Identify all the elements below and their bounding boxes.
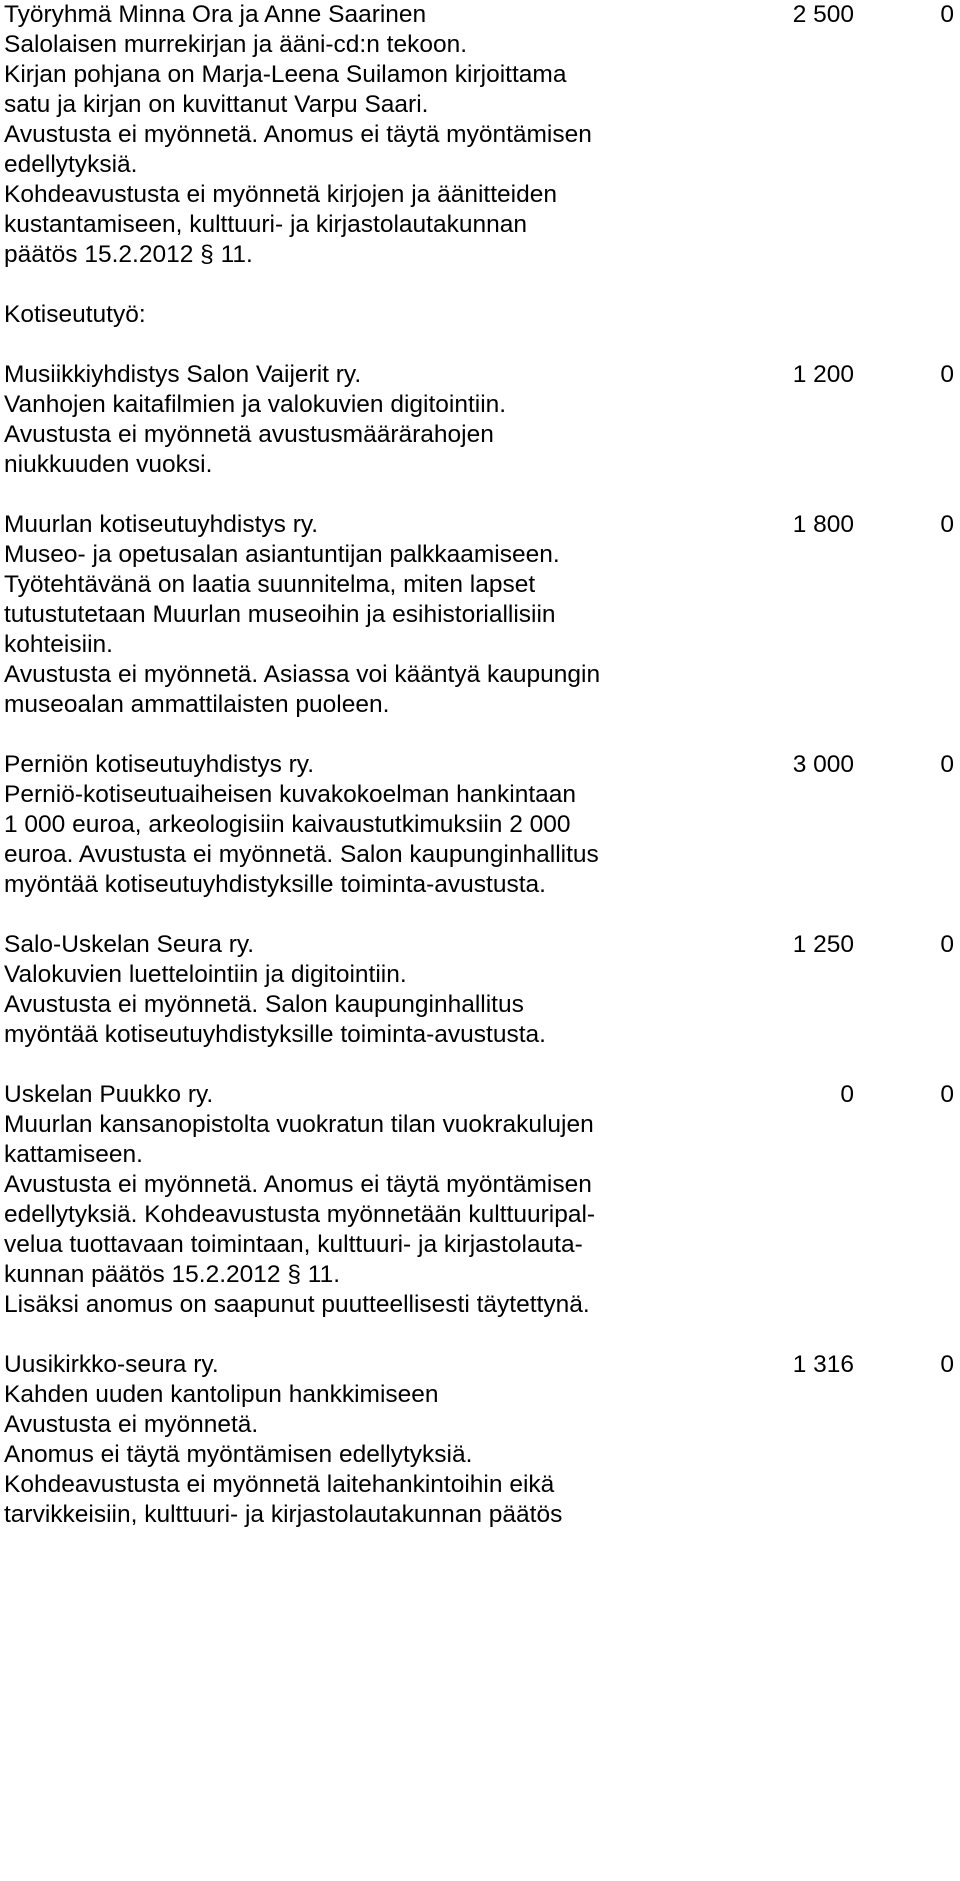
granted-amount: 0 — [940, 511, 954, 538]
entry-text-line: päätös 15.2.2012 § 11. — [4, 241, 253, 268]
applied-amount: 1 250 — [792, 931, 854, 958]
spacer — [4, 1320, 954, 1350]
entry-text-line: tarvikkeisiin, kulttuuri- ja kirjastolautakunnan päätös — [4, 1501, 563, 1528]
entry-text-line: edellytyksiä. Kohdeavustusta myönnetään kulttuuripal- — [4, 1201, 596, 1228]
applied-amount: 3 000 — [792, 751, 854, 778]
applied-amount: 1 316 — [792, 1351, 854, 1378]
applicant-name: Uskelan Puukko ry. — [4, 1081, 214, 1108]
entry-text-line: kustantamiseen, kulttuuri- ja kirjastolautakunnan — [4, 211, 527, 238]
granted-amount: 0 — [940, 1081, 954, 1108]
entry-text-line: myöntää kotiseutuyhdistyksille toiminta-avustusta. — [4, 1021, 546, 1048]
entry-text-line: Kohdeavustusta ei myönnetä kirjojen ja äänitteiden — [4, 181, 557, 208]
entry-text-line: Avustusta ei myönnetä. Salon kaupunginhallitus — [4, 991, 524, 1018]
entry-header-row — [4, 750, 954, 780]
section-heading: Kotiseututyö: — [4, 301, 146, 328]
applied-amount: 2 500 — [792, 1, 854, 28]
granted-amount: 0 — [940, 751, 954, 778]
entry-text-line: Avustusta ei myönnetä. Anomus ei täytä myöntämisen — [4, 1171, 592, 1198]
entry-text-line: Anomus ei täytä myöntämisen edellytyksiä. — [4, 1441, 473, 1468]
entry-header-row — [4, 1080, 954, 1110]
entry-text-line: Avustusta ei myönnetä. Anomus ei täytä myöntämisen — [4, 121, 592, 148]
entry-header-row — [4, 1350, 954, 1380]
entry-text-line: Vanhojen kaitafilmien ja valokuvien digitointiin. — [4, 391, 507, 418]
entry-text-line: museoalan ammattilaisten puoleen. — [4, 691, 390, 718]
applicant-name: Perniön kotiseutuyhdistys ry. — [4, 751, 315, 778]
entry-header-row — [4, 360, 954, 390]
entry-text-line: myöntää kotiseutuyhdistyksille toiminta-avustusta. — [4, 871, 546, 898]
entry-header-row — [4, 930, 954, 960]
granted-amount: 0 — [940, 1351, 954, 1378]
applicant-name: Muurlan kotiseutuyhdistys ry. — [4, 511, 319, 538]
entry-text-line: Valokuvien luettelointiin ja digitointiin. — [4, 961, 407, 988]
spacer — [4, 270, 954, 300]
entry-text-line: kattamiseen. — [4, 1141, 143, 1168]
entry-text-line: kohteisiin. — [4, 631, 113, 658]
granted-amount: 0 — [940, 1, 954, 28]
granted-amount: 0 — [940, 931, 954, 958]
entry-text-line: 1 000 euroa, arkeologisiin kaivaustutkimuksiin 2 000 — [4, 811, 571, 838]
spacer — [4, 480, 954, 510]
entry-text-line: satu ja kirjan on kuvittanut Varpu Saari. — [4, 91, 429, 118]
entry-text-line: Muurlan kansanopistolta vuokratun tilan vuokrakulujen — [4, 1111, 594, 1138]
applied-amount: 1 800 — [792, 511, 854, 538]
entry-text-line: Avustusta ei myönnetä. — [4, 1411, 259, 1438]
applicant-name: Musiikkiyhdistys Salon Vaijerit ry. — [4, 361, 362, 388]
applied-amount: 1 200 — [792, 361, 854, 388]
entry-text-line: euroa. Avustusta ei myönnetä. Salon kaupunginhallitus — [4, 841, 599, 868]
spacer — [4, 1050, 954, 1080]
granted-amount: 0 — [940, 361, 954, 388]
entry-text-line: kunnan päätös 15.2.2012 § 11. — [4, 1261, 341, 1288]
entry-text-line: Kahden uuden kantolipun hankkimiseen — [4, 1381, 439, 1408]
applicant-name: Uusikirkko-seura ry. — [4, 1351, 219, 1378]
entry-text-line: tutustutetaan Muurlan museoihin ja esihistoriallisiin — [4, 601, 556, 628]
entry-text-line: Avustusta ei myönnetä. Asiassa voi kääntyä kaupungin — [4, 661, 601, 688]
spacer — [4, 330, 954, 360]
entry-text-line: Kohdeavustusta ei myönnetä laitehankintoihin eikä — [4, 1471, 555, 1498]
applied-amount: 0 — [840, 1081, 854, 1108]
applicant-name: Työryhmä Minna Ora ja Anne Saarinen — [4, 1, 427, 28]
document-page — [4, 0, 954, 1530]
entry-text-line: Salolaisen murrekirjan ja ääni-cd:n tekoon. — [4, 31, 468, 58]
entry-text-line: edellytyksiä. — [4, 151, 138, 178]
entry-text-line: velua tuottavaan toimintaan, kulttuuri- ja kirjastolauta- — [4, 1231, 583, 1258]
entry-text-line: Lisäksi anomus on saapunut puutteellisesti täytettynä. — [4, 1291, 590, 1318]
entry-header-row — [4, 510, 954, 540]
entry-text-line: Avustusta ei myönnetä avustusmäärärahojen — [4, 421, 494, 448]
entry-text-line: Museo- ja opetusalan asiantuntijan palkkaamiseen. — [4, 541, 560, 568]
spacer — [4, 720, 954, 750]
entry-text-line: Kirjan pohjana on Marja-Leena Suilamon kirjoittama — [4, 61, 567, 88]
applicant-name: Salo-Uskelan Seura ry. — [4, 931, 255, 958]
entry-header-row — [4, 0, 954, 30]
entry-text-line: Työtehtävänä on laatia suunnitelma, miten lapset — [4, 571, 536, 598]
entry-text-line: niukkuuden vuoksi. — [4, 451, 213, 478]
spacer — [4, 900, 954, 930]
entry-text-line: Perniö-kotiseutuaiheisen kuvakokoelman hankintaan — [4, 781, 577, 808]
